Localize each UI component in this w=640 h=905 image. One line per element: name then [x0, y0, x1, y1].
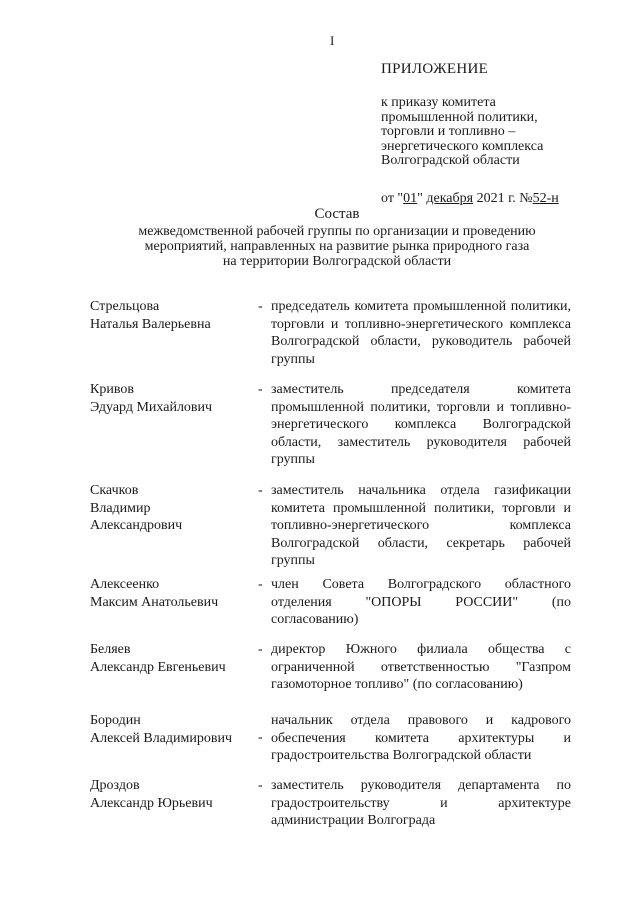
member-surname: Кривов — [90, 382, 134, 397]
order-number: 52-н — [532, 190, 559, 206]
member-name — [90, 712, 260, 747]
member-name — [90, 641, 260, 676]
heading-line: мероприятий, направленных на развитие рынка природного газа — [144, 239, 530, 254]
appendix-to-line: Волгоградской области — [381, 153, 520, 168]
member-role: заместитель руководителя департамента по градостроительству и архитектуре администрации Волгограда — [271, 778, 571, 828]
order-number-sign: № — [519, 190, 533, 206]
member-name — [90, 576, 260, 611]
appendix-to-line: промышленной политики, — [381, 109, 538, 125]
member-given-names: Александр Юрьевич — [90, 795, 213, 811]
appendix-block — [381, 60, 591, 207]
order-mid: " — [417, 190, 427, 206]
member-dash: - — [258, 299, 263, 314]
member-surname: Скачков — [90, 483, 139, 498]
order-prefix: от " — [381, 190, 404, 206]
member-given-names: Александр Евгеньевич — [90, 659, 226, 675]
member-dash: - — [258, 778, 263, 793]
member-surname: Дроздов — [90, 778, 140, 793]
member-role: заместитель председателя комитета промышленной политики, торговли и топливно-энергетического комплекса Волгоградской области, заместитель руководителя рабочей группы — [271, 382, 571, 467]
member-dash: - — [258, 483, 263, 498]
member-surname: Бородин — [90, 713, 141, 728]
member-given-names: Максим Анатольевич — [90, 594, 219, 610]
member-role: заместитель начальника отдела газификации комитета промышленной политики, торговли и топливно-энергетического комплекса Волгоградской области, секретарь рабочей группы — [271, 483, 571, 568]
document-heading — [100, 207, 574, 269]
appendix-to-line: торговли и топливно – — [381, 124, 516, 139]
page-number: I — [330, 33, 335, 48]
heading-line: межведомственной рабочей группы по организации и проведению — [138, 224, 536, 239]
member-surname: Алексеенко — [90, 577, 160, 592]
appendix-title: ПРИЛОЖЕНИЕ — [381, 61, 489, 77]
member-role: член Совета Волгоградского областного отделения "ОПОРЫ РОССИИ" (по согласованию) — [271, 577, 571, 627]
member-given-names: Владимир — [90, 500, 151, 516]
order-day: 01 — [403, 190, 418, 206]
member-given-names: Алексей Владимирович — [90, 730, 233, 746]
heading-line: на территории Волгоградской области — [222, 254, 452, 269]
member-dash: - — [258, 642, 263, 657]
member-surname: Беляев — [90, 642, 131, 657]
member-dash: - — [258, 382, 263, 397]
member-given-names: Эдуард Михайлович — [90, 399, 213, 415]
member-role: председатель комитета промышленной политики, торговли и топливно-энергетического комплекса Волгоградской области, руководитель рабочей группы — [271, 299, 571, 367]
order-month: декабря — [426, 190, 474, 206]
appendix-to-line: к приказу комитета — [381, 95, 496, 110]
appendix-to-line: энергетического комплекса — [381, 138, 544, 154]
member-name — [90, 381, 260, 416]
member-name — [90, 482, 260, 535]
member-surname: Стрельцова — [90, 299, 160, 314]
member-name — [90, 298, 260, 333]
order-date-number — [381, 191, 591, 207]
heading-title: Состав — [314, 206, 360, 222]
member-role: начальник отдела правового и кадрового обеспечения комитета архитектуры и градостроительства Волгоградской области — [271, 713, 571, 763]
member-dash: - — [258, 730, 263, 745]
member-role: директор Южного филиала общества с ограниченной ответственностью "Газпром газомоторное топливо" (по согласованию) — [271, 642, 571, 692]
member-given-names: Наталья Валерьевна — [90, 316, 211, 332]
member-dash: - — [258, 577, 263, 592]
order-year: 2021 г. — [473, 190, 520, 206]
member-name — [90, 777, 260, 812]
member-patronymic: Александрович — [90, 518, 183, 533]
